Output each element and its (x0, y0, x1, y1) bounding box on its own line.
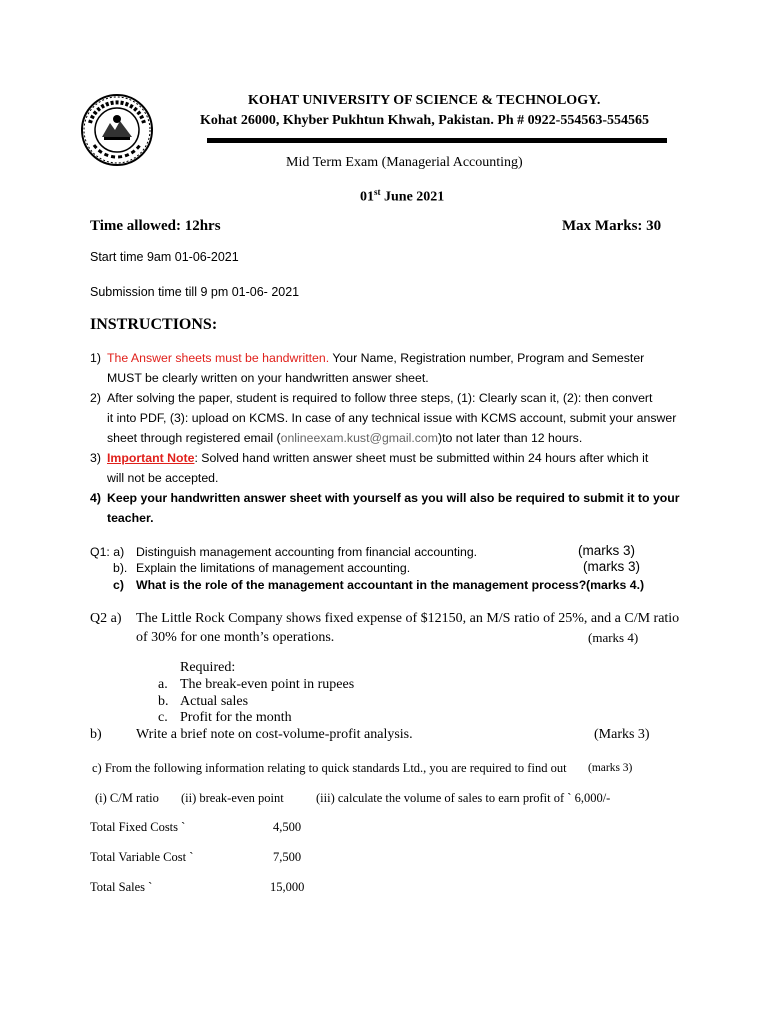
q1-c-label: c) (113, 578, 124, 592)
q2-required: Required: (180, 660, 236, 675)
university-name: KOHAT UNIVERSITY OF SCIENCE & TECHNOLOGY. (248, 93, 601, 108)
q2-b-text: Write a brief note on cost-volume-profit analysis. (136, 727, 413, 742)
q2-req-item-label: a. (158, 677, 168, 692)
email-link[interactable]: onlineexam.kust@gmail.com (280, 431, 438, 445)
q2-req-item-label: b. (158, 693, 169, 709)
instruction-number: 3) (90, 451, 101, 465)
instructions-heading: INSTRUCTIONS: (90, 316, 218, 333)
q2-req-list (158, 677, 354, 727)
q2-req-item-text: Actual sales (180, 693, 249, 709)
instruction-item-1-line2: MUST be clearly written on your handwritten answer sheet. (107, 371, 429, 385)
q2-c-part-3: (iii) calculate the volume of sales to earn profit of ` 6,000/- (316, 791, 611, 805)
table-row-value: 4,500 (273, 820, 302, 834)
exam-date (360, 187, 444, 206)
instruction-handwritten-note: The Answer sheets must be handwritten. (107, 351, 330, 365)
q2-c-marks: (marks 3) (588, 762, 633, 774)
q2-c-part-2: (ii) break-even point (181, 791, 284, 805)
instruction-number: 1) (90, 351, 101, 365)
q1-c-text: What is the role of the management accountant in the management process? (136, 578, 587, 592)
table-row-label: Total Sales ` (90, 880, 153, 894)
instruction-item-3-line2: will not be accepted. (107, 471, 219, 485)
table-row-value: 7,500 (273, 850, 302, 864)
q2-label: Q2 a) (90, 611, 122, 626)
university-logo (80, 93, 154, 167)
instruction-item-2-line2: it into PDF, (3): upload on KCMS. In case of any technical issue with KCMS account, submit your answer (107, 411, 677, 425)
table-row-value: 15,000 (270, 880, 305, 894)
q1-a-text: Distinguish management accounting from financial accounting. (136, 545, 478, 559)
instruction-text: : Solved hand written answer sheet must be submitted within 24 hours after which it (194, 451, 649, 465)
important-note-label: Important Note (107, 451, 195, 465)
q2-c-part-1: (i) C/M ratio (95, 791, 159, 805)
instruction-item-1 (90, 348, 680, 368)
q2-b-marks: (Marks 3) (594, 727, 650, 742)
instruction-text: sheet through registered email ( (107, 431, 281, 445)
submission-time: Submission time till 9 pm 01-06- 2021 (90, 285, 300, 299)
instruction-item-4-line2: teacher. (107, 511, 154, 525)
header-rule (207, 138, 667, 143)
instruction-item-4 (90, 488, 680, 508)
q1-a-marks: (marks 3) (578, 543, 635, 558)
q2-req-item (158, 694, 354, 711)
q2-a-marks: (marks 4) (588, 630, 639, 645)
table-row-label: Total Variable Cost ` (90, 850, 194, 864)
q2-c-text: c) From the following information relating to quick standards Ltd., you are required to find out (92, 761, 567, 775)
max-marks: Max Marks: 30 (562, 218, 662, 234)
university-address: Kohat 26000, Khyber Pukhtun Khwah, Pakistan. Ph # 0922-554563-554565 (200, 113, 649, 128)
exam-date-sup: st (374, 187, 381, 197)
q2-req-item (158, 710, 354, 727)
q2-a-line2: of 30% for one month’s operations. (136, 630, 335, 645)
instruction-item-2 (90, 388, 680, 408)
q2-req-item-label: c. (158, 710, 168, 725)
q1-b-text: Explain the limitations of management accounting. (136, 561, 411, 575)
instruction-number: 4) (90, 491, 101, 505)
exam-title: Mid Term Exam (Managerial Accounting) (286, 155, 523, 170)
instruction-item-3 (90, 448, 680, 468)
table-row-label: Total Fixed Costs ` (90, 820, 186, 834)
instruction-text: Keep your handwritten answer sheet with yourself as you will also be required to submit it to your (107, 491, 680, 505)
instruction-number: 2) (90, 391, 101, 405)
q2-req-item (158, 677, 354, 694)
instruction-text: )to not later than 12 hours. (438, 431, 583, 445)
q1-b-label: b). (113, 561, 128, 575)
exam-date-rest: June 2021 (380, 189, 445, 205)
q2-a-line1: The Little Rock Company shows fixed expense of $12150, an M/S ratio of 25%, and a C/M ratio (136, 611, 680, 626)
q1-label: Q1: a) (90, 545, 125, 559)
instruction-text: After solving the paper, student is required to follow three steps, (1): Clearly scan it, (2): then convert (107, 391, 653, 405)
instruction-text: Your Name, Registration number, Program and Semester (329, 351, 645, 365)
time-allowed: Time allowed: 12hrs (90, 218, 221, 234)
exam-date-day: 01 (360, 189, 374, 205)
instructions-list (90, 348, 680, 528)
university-seal-icon (80, 93, 154, 167)
q2-req-item-text: Profit for the month (180, 710, 292, 725)
q1-c-marks: (marks 4.) (586, 578, 645, 592)
start-time: Start time 9am 01-06-2021 (90, 250, 239, 264)
q1-b-marks: (marks 3) (583, 559, 640, 574)
q2-b-label: b) (90, 727, 102, 742)
q2-req-item-text: The break-even point in rupees (180, 677, 355, 692)
instruction-item-2-line3 (90, 428, 680, 448)
